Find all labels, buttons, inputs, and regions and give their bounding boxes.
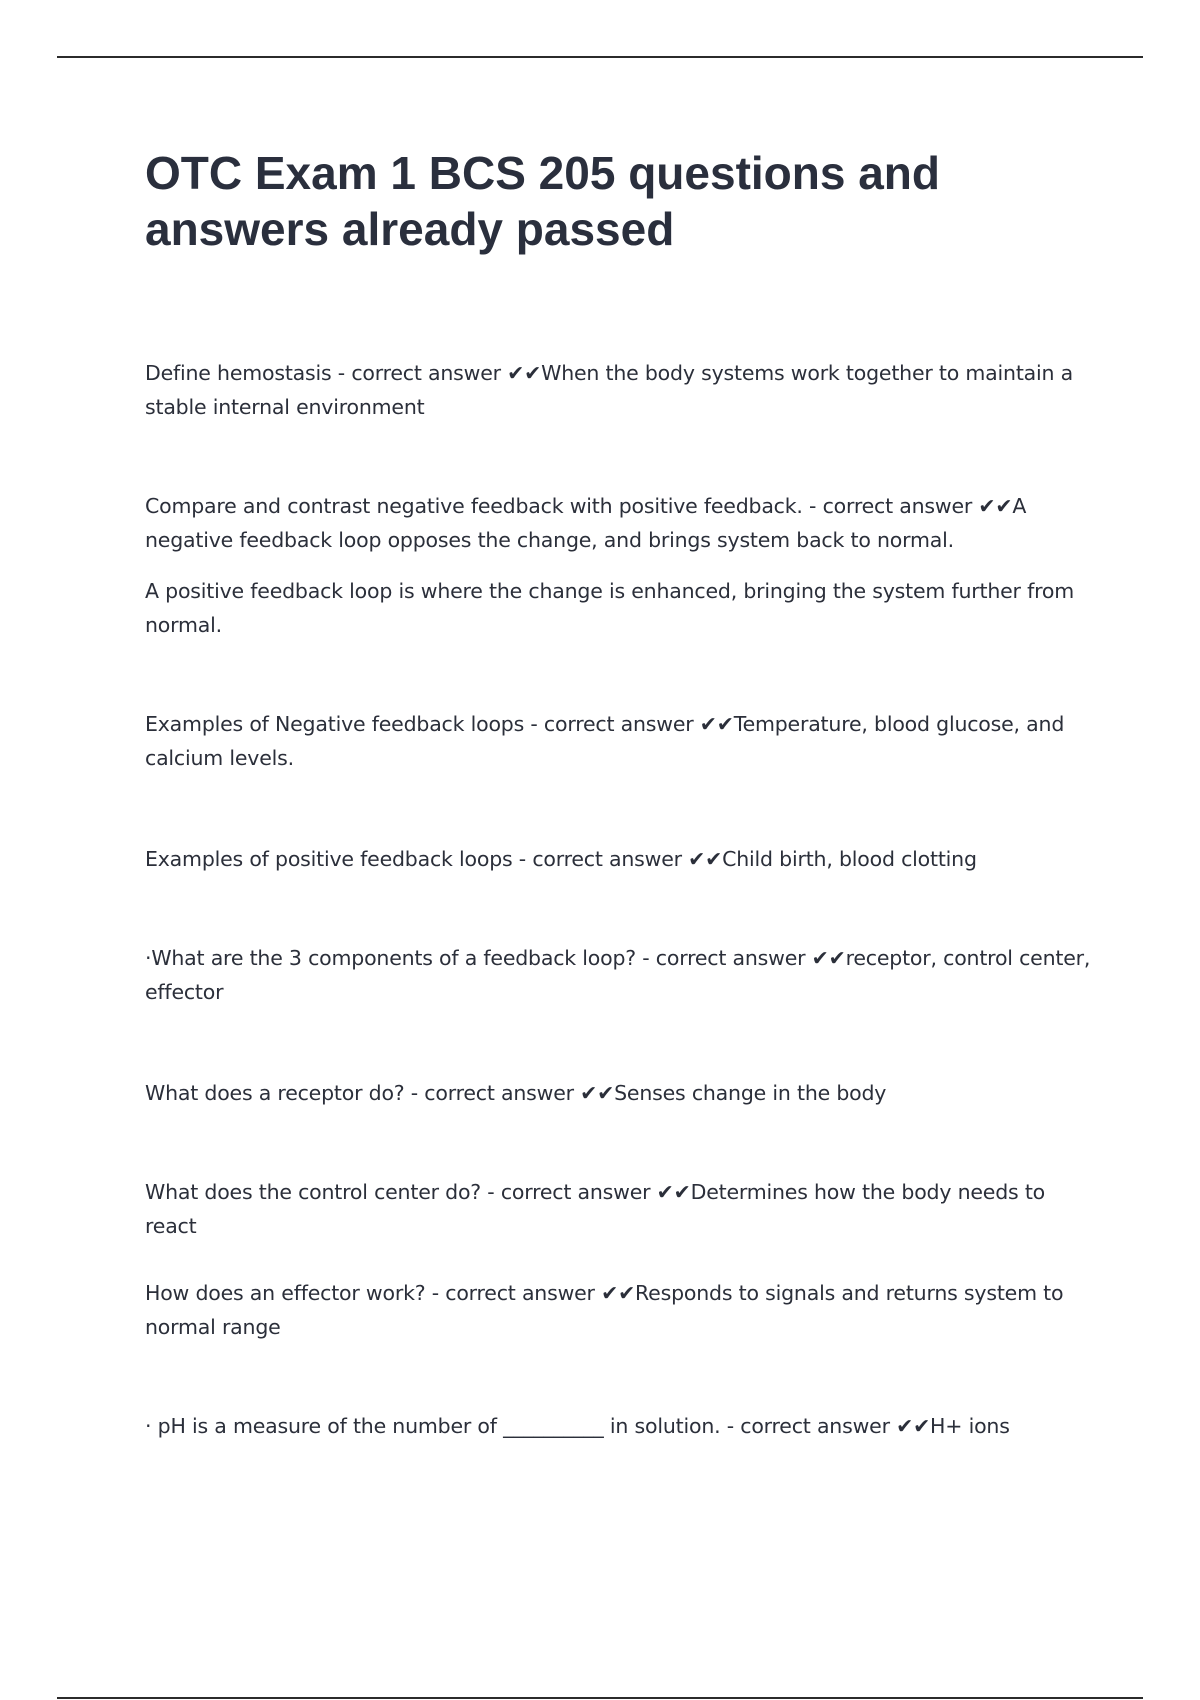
qa-item-hemostasis: [145, 356, 1095, 424]
top-rule: [57, 56, 1143, 58]
qa-item-ph: [145, 1409, 1095, 1443]
qa-paragraph: Examples of positive feedback loops - correct answer ✔✔Child birth, blood clotting: [145, 847, 977, 871]
qa-item-loop-components: [145, 941, 1095, 1009]
qa-paragraph: What does the control center do? - correct answer ✔✔Determines how the body needs to react: [145, 1180, 1046, 1238]
qa-paragraph: What does a receptor do? - correct answer ✔✔Senses change in the body: [145, 1081, 887, 1105]
qa-paragraph: Define hemostasis - correct answer ✔✔When the body systems work together to maintain a stable internal environment: [145, 361, 1073, 419]
qa-item-effector: [145, 1276, 1095, 1344]
qa-paragraph: How does an effector work? - correct answer ✔✔Responds to signals and returns system to normal range: [145, 1281, 1064, 1339]
qa-item-receptor: [145, 1076, 1095, 1110]
qa-paragraph: A positive feedback loop is where the change is enhanced, bringing the system further from normal.: [145, 579, 1075, 637]
bottom-rule: [57, 1697, 1143, 1699]
qa-paragraph: Examples of Negative feedback loops - correct answer ✔✔Temperature, blood glucose, and calcium levels.: [145, 712, 1065, 770]
qa-paragraph: · pH is a measure of the number of __________ in solution. - correct answer ✔✔H+ ions: [145, 1414, 1010, 1438]
qa-paragraph: Compare and contrast negative feedback with positive feedback. - correct answer ✔✔A negative feedback loop opposes the change, and brings system back to normal.: [145, 494, 1027, 552]
qa-item-positive-examples: [145, 842, 1095, 876]
qa-item-control-center: [145, 1175, 1095, 1243]
page-title: OTC Exam 1 BCS 205 questions and answers already passed: [145, 147, 941, 255]
qa-paragraph: ·What are the 3 components of a feedback loop? - correct answer ✔✔receptor, control center, effector: [145, 946, 1091, 1004]
qa-item-feedback-compare: [145, 489, 1095, 642]
qa-item-negative-examples: [145, 707, 1095, 775]
